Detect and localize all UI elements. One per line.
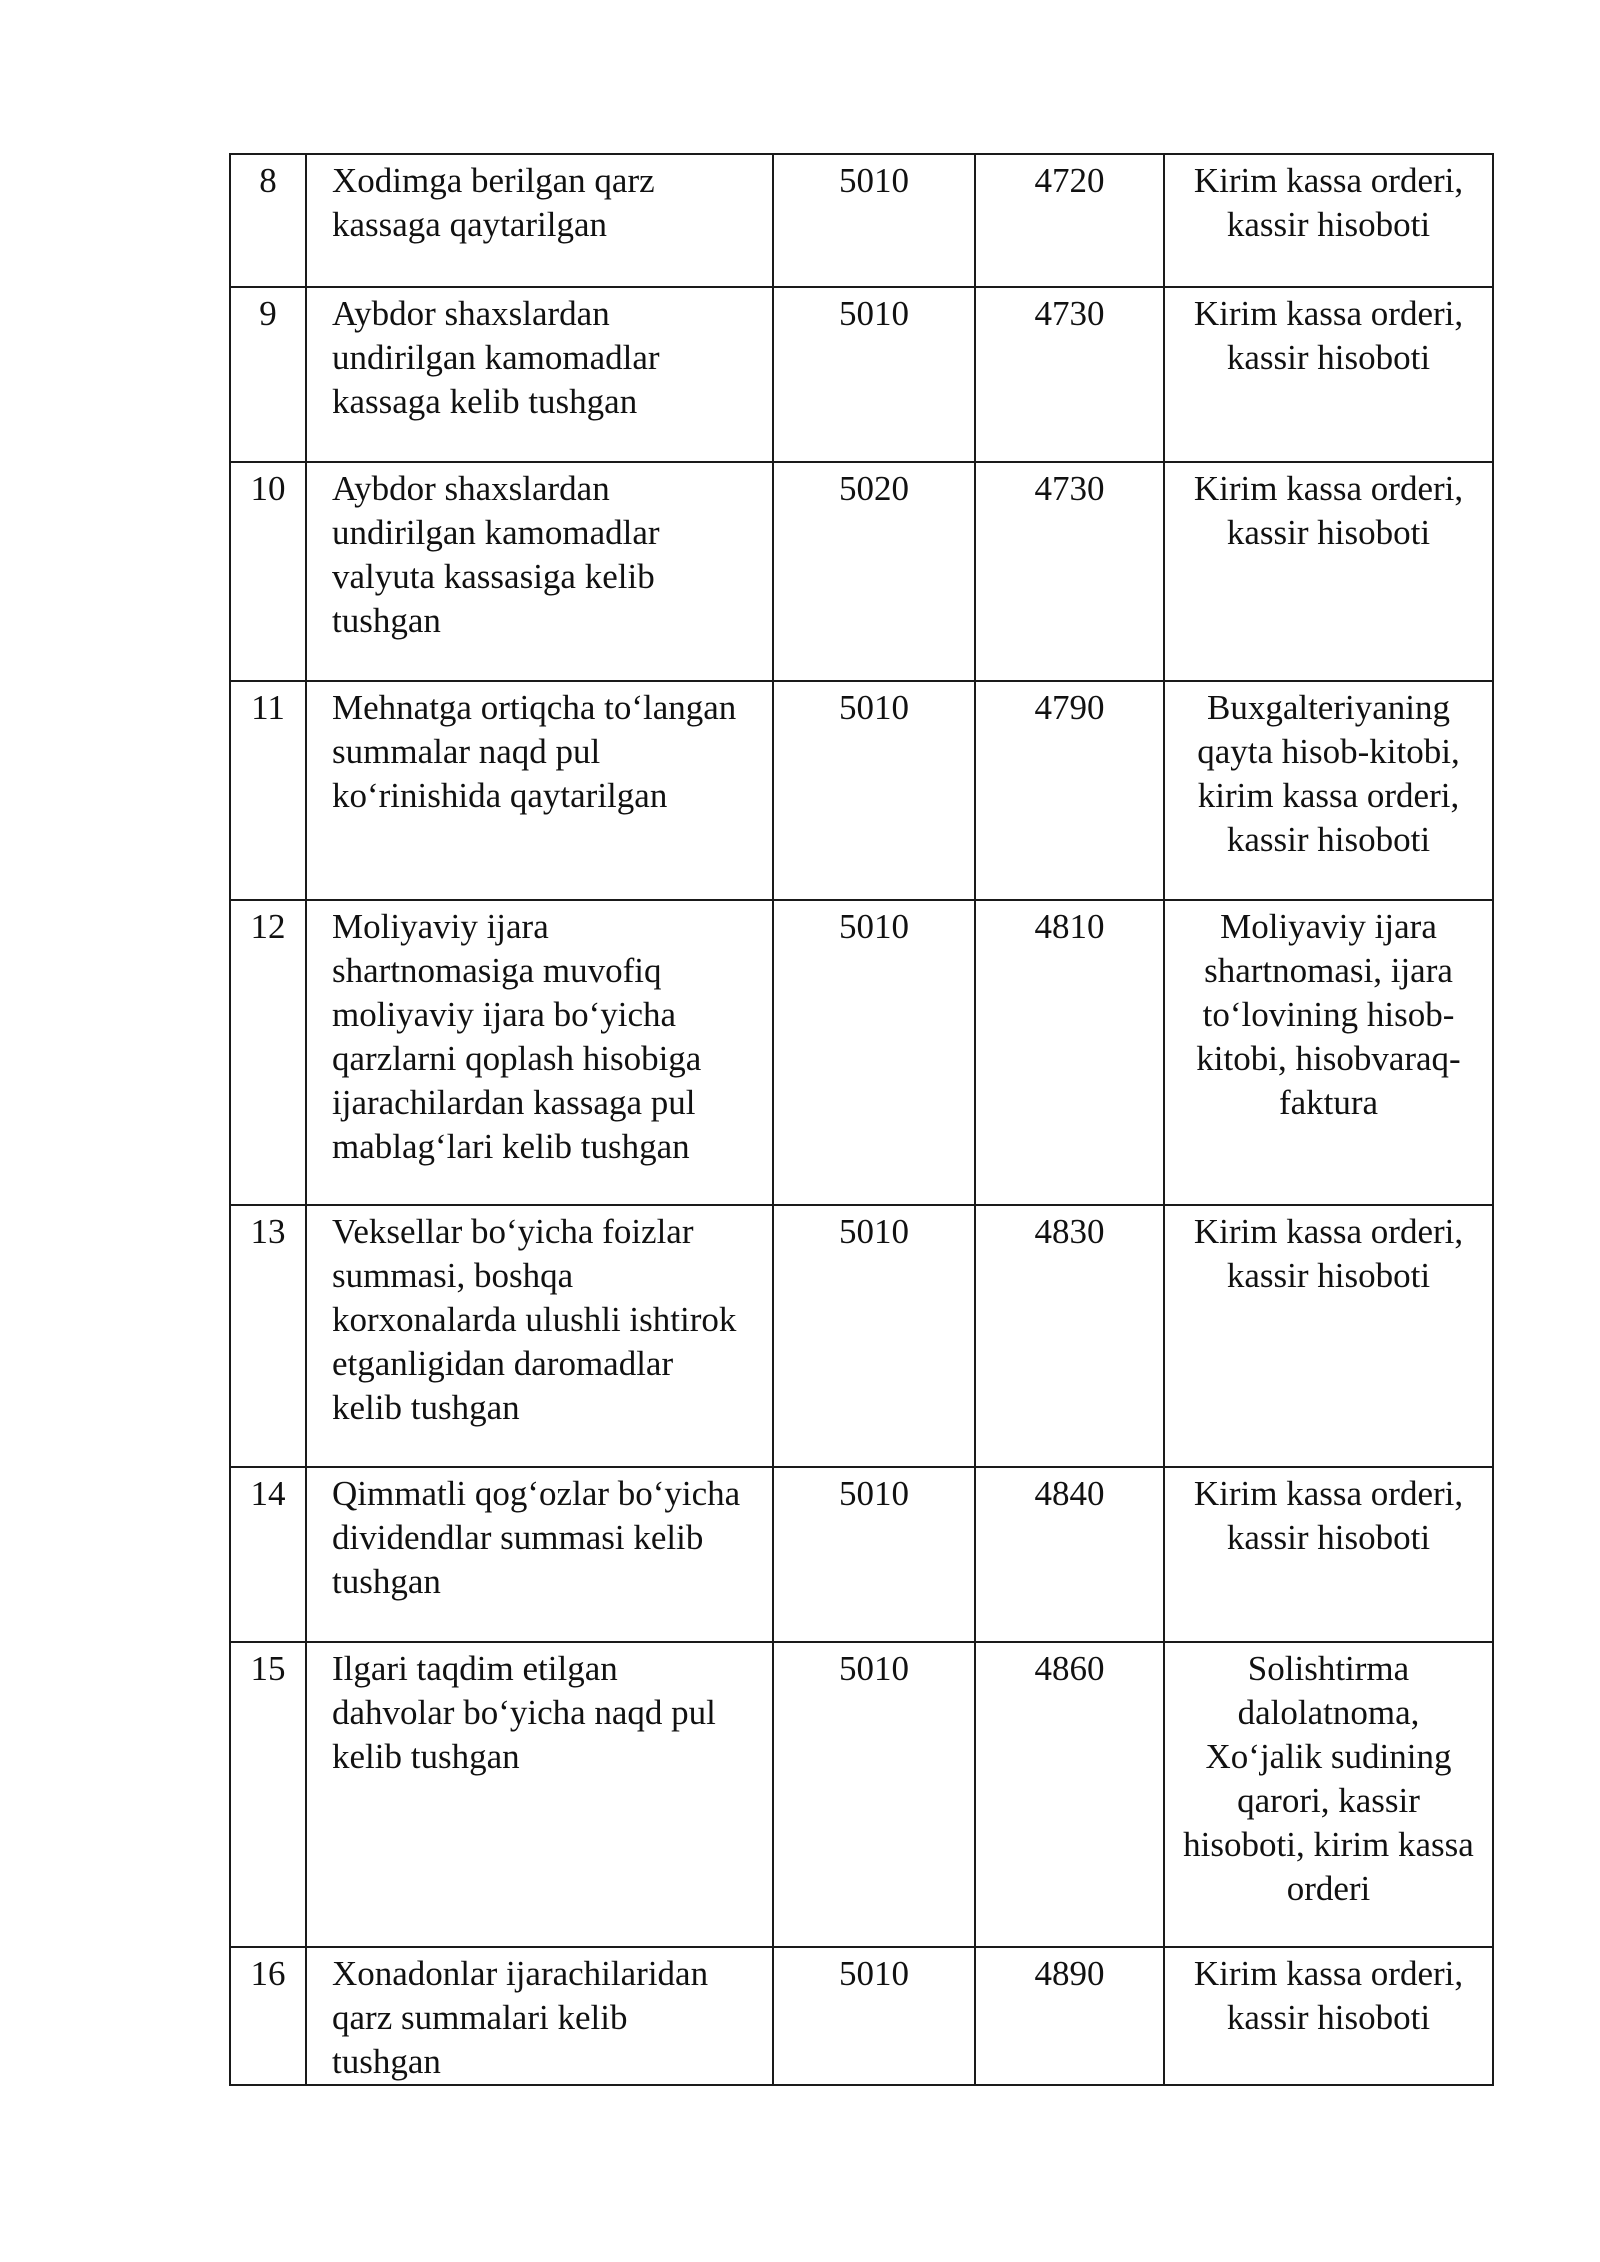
document-text: Kirim kassa orderi, kassir hisoboti bbox=[1193, 1954, 1464, 2037]
debit-account: 5010 bbox=[773, 1205, 975, 1467]
operation-description bbox=[306, 681, 773, 900]
source-document bbox=[1164, 154, 1493, 287]
debit-account: 5010 bbox=[773, 154, 975, 287]
debit-account: 5010 bbox=[773, 681, 975, 900]
operation-description bbox=[306, 287, 773, 462]
row-number: 11 bbox=[230, 681, 306, 900]
debit-account: 5010 bbox=[773, 1467, 975, 1642]
document-text: Kirim kassa orderi, kassir hisoboti bbox=[1193, 469, 1464, 552]
description-text: Veksellar bo‘yicha foizlar summasi, boshqa korxonalarda ulushli ishtirok etganligidan daromadlar kelib tushgan bbox=[332, 1212, 737, 1427]
row-number: 16 bbox=[230, 1947, 306, 2085]
credit-account: 4810 bbox=[975, 900, 1164, 1205]
description-text: Xodimga berilgan qarz kassaga qaytarilgan bbox=[332, 161, 655, 244]
description-text: Mehnatga ortiqcha to‘langan summalar naqd pul ko‘rinishida qaytarilgan bbox=[332, 688, 737, 815]
table-row bbox=[230, 462, 1493, 681]
table-row bbox=[230, 1642, 1493, 1947]
source-document bbox=[1164, 1205, 1493, 1467]
source-document bbox=[1164, 1642, 1493, 1947]
row-number: 14 bbox=[230, 1467, 306, 1642]
document-text: Buxgalteriyaning qayta hisob-kitobi, kirim kassa orderi, kassir hisoboti bbox=[1197, 688, 1460, 859]
operation-description bbox=[306, 462, 773, 681]
credit-account: 4730 bbox=[975, 462, 1164, 681]
credit-account: 4840 bbox=[975, 1467, 1164, 1642]
source-document bbox=[1164, 462, 1493, 681]
table-row bbox=[230, 1467, 1493, 1642]
credit-account: 4720 bbox=[975, 154, 1164, 287]
description-text: Aybdor shaxslardan undirilgan kamomadlar kassaga kelib tushgan bbox=[332, 294, 660, 421]
source-document bbox=[1164, 1947, 1493, 2085]
table-row bbox=[230, 681, 1493, 900]
document-text: Moliyaviy ijara shartnomasi, ijara to‘lovining hisob- kitobi, hisobvaraq- faktura bbox=[1196, 907, 1461, 1122]
description-text: Aybdor shaxslardan undirilgan kamomadlar valyuta kassasiga kelib tushgan bbox=[332, 469, 660, 640]
document-text: Kirim kassa orderi, kassir hisoboti bbox=[1193, 161, 1464, 244]
row-number: 9 bbox=[230, 287, 306, 462]
row-number: 12 bbox=[230, 900, 306, 1205]
description-text: Ilgari taqdim etilgan dahvolar bo‘yicha naqd pul kelib tushgan bbox=[332, 1649, 716, 1776]
operation-description bbox=[306, 1205, 773, 1467]
credit-account: 4890 bbox=[975, 1947, 1164, 2085]
table-row bbox=[230, 1947, 1493, 2085]
description-text: Qimmatli qog‘ozlar bo‘yicha dividendlar summasi kelib tushgan bbox=[332, 1474, 741, 1601]
credit-account: 4860 bbox=[975, 1642, 1164, 1947]
source-document bbox=[1164, 681, 1493, 900]
credit-account: 4730 bbox=[975, 287, 1164, 462]
description-text: Xonadonlar ijarachilaridan qarz summalari kelib tushgan bbox=[332, 1954, 709, 2081]
row-number: 10 bbox=[230, 462, 306, 681]
operation-description bbox=[306, 1467, 773, 1642]
operation-description bbox=[306, 1642, 773, 1947]
row-number: 13 bbox=[230, 1205, 306, 1467]
description-text: Moliyaviy ijara shartnomasiga muvofiq moliyaviy ijara bo‘yicha qarzlarni qoplash hisobiga ijarachilardan kassaga pul mablag‘lari kelib tushgan bbox=[332, 907, 702, 1166]
source-document bbox=[1164, 1467, 1493, 1642]
debit-account: 5020 bbox=[773, 462, 975, 681]
row-number: 8 bbox=[230, 154, 306, 287]
document-text: Solishtirma dalolatnoma, Xo‘jalik sudining qarori, kassir hisoboti, kirim kassa orderi bbox=[1183, 1649, 1474, 1908]
debit-account: 5010 bbox=[773, 1947, 975, 2085]
source-document bbox=[1164, 287, 1493, 462]
table-row bbox=[230, 287, 1493, 462]
debit-account: 5010 bbox=[773, 900, 975, 1205]
accounting-entries-table bbox=[229, 153, 1494, 2086]
operation-description bbox=[306, 900, 773, 1205]
source-document bbox=[1164, 900, 1493, 1205]
operation-description bbox=[306, 154, 773, 287]
credit-account: 4830 bbox=[975, 1205, 1164, 1467]
table-row bbox=[230, 1205, 1493, 1467]
debit-account: 5010 bbox=[773, 287, 975, 462]
document-text: Kirim kassa orderi, kassir hisoboti bbox=[1193, 294, 1464, 377]
document-text: Kirim kassa orderi, kassir hisoboti bbox=[1193, 1212, 1464, 1295]
row-number: 15 bbox=[230, 1642, 306, 1947]
table-row bbox=[230, 900, 1493, 1205]
document-text: Kirim kassa orderi, kassir hisoboti bbox=[1193, 1474, 1464, 1557]
credit-account: 4790 bbox=[975, 681, 1164, 900]
operation-description bbox=[306, 1947, 773, 2085]
debit-account: 5010 bbox=[773, 1642, 975, 1947]
table-row bbox=[230, 154, 1493, 287]
